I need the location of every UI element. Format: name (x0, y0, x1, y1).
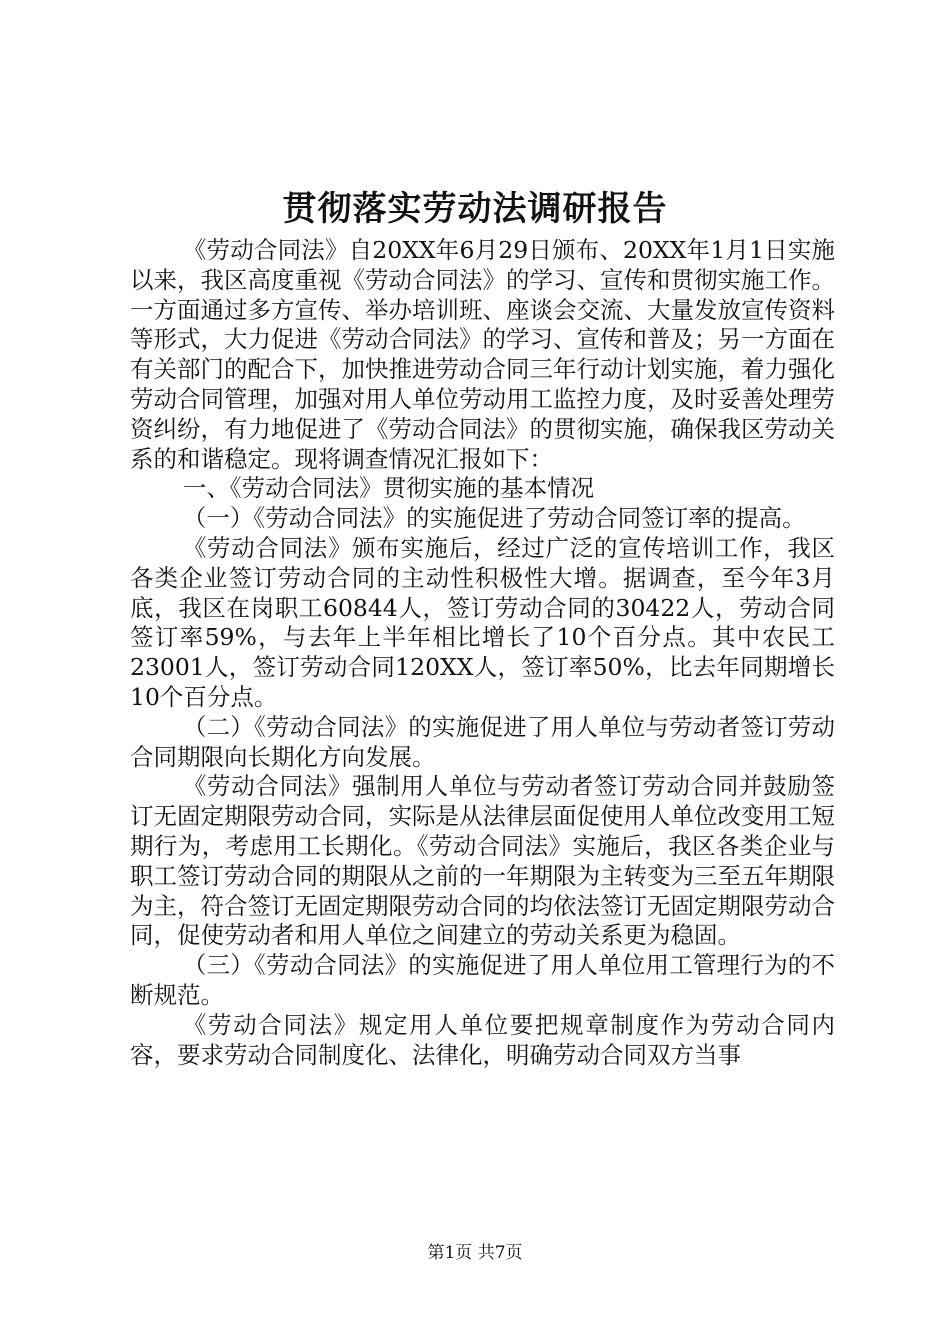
document-title: 贯彻落实劳动法调研报告 (282, 189, 668, 229)
paragraph-contract-term: 《劳动合同法》强制用人单位与劳动者签订劳动合同并鼓励签订无固定期限劳动合同，实际是从法律层面促使用人单位改变用工短期行为，考虑用工长期化。《劳动合同法》实施后，我区各类企业与职工签订劳动合同的期限从之前的一年期限为主转变为三至五年期限为主，符合签订无固定期限劳动合同的均依法签订无固定期限劳动合同，促使劳动者和用人单位之间建立的劳动关系更为稳固。 (130, 772, 835, 950)
section-heading-1: 一、《劳动合同法》贯彻实施的基本情况 (182, 474, 595, 503)
paragraph-intro: 《劳动合同法》自20XX年6月29日颁布、20XX年1月1日实施以来，我区高度重视《劳动合同法》的学习、宣传和贯彻实施工作。一方面通过多方宣传、举办培训班、座谈会交流、大量发放宣传资料等形式，大力促进《劳动合同法》的学习、宣传和普及；另一方面在有关部门的配合下，加快推进劳动合同三年行动计划实施，着力强化劳动合同管理，加强对用人单位劳动用工监控力度，及时妥善处理劳资纠纷，有力地促进了《劳动合同法》的贯彻实施，确保我区劳动关系的和谐稳定。现将调查情况汇报如下： (130, 236, 835, 473)
subsection-heading-2: （二）《劳动合同法》的实施促进了用人单位与劳动者签订劳动合同期限向长期化方向发展。 (130, 712, 835, 771)
document-body (130, 236, 835, 1070)
page-number: 第1页 共7页 (427, 1243, 523, 1263)
paragraph-management: 《劳动合同法》规定用人单位要把规章制度作为劳动合同内容，要求劳动合同制度化、法律化，明确劳动合同双方当事 (130, 1010, 835, 1069)
subsection-heading-1: （一）《劳动合同法》的实施促进了劳动合同签订率的提高。 (182, 504, 806, 533)
subsection-heading-3: （三）《劳动合同法》的实施促进了用人单位用工管理行为的不断规范。 (130, 951, 835, 1009)
paragraph-signing-rate: 《劳动合同法》颁布实施后，经过广泛的宣传培训工作，我区各类企业签订劳动合同的主动性积极性大增。据调查，至今年3月底，我区在岗职工60844人，签订劳动合同的30422人，劳动合同签订率59%，与去年上半年相比增长了10个百分点。其中农民工23001人，签订劳动合同120XX人，签订率50%，比去年同期增长10个百分点。 (130, 533, 835, 711)
